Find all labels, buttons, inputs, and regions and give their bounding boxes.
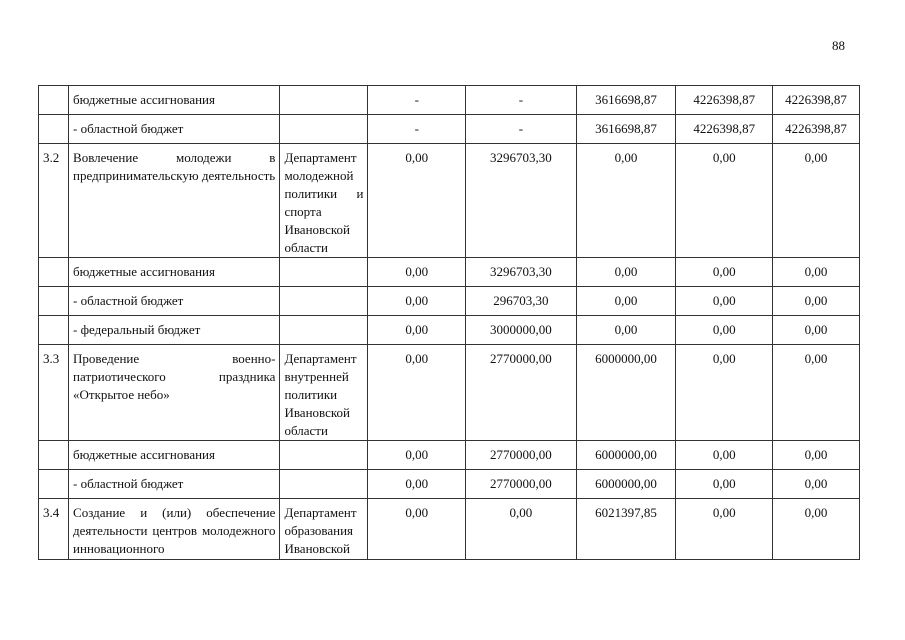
value-col-1: 0,00 bbox=[368, 499, 466, 560]
table-row bbox=[39, 115, 860, 144]
value-col-4: 0,00 bbox=[676, 470, 773, 499]
row-name: Вовлечение молодежи в предпринимательскую деятельность bbox=[69, 144, 280, 258]
value-col-3: 6021397,85 bbox=[576, 499, 676, 560]
value-col-1: 0,00 bbox=[368, 345, 466, 441]
row-name: - федеральный бюджет bbox=[69, 316, 280, 345]
value-col-3: 0,00 bbox=[576, 258, 676, 287]
value-col-1: - bbox=[368, 86, 466, 115]
value-col-2: 3296703,30 bbox=[466, 144, 577, 258]
row-number bbox=[39, 258, 69, 287]
value-col-4: 4226398,87 bbox=[676, 115, 773, 144]
value-col-3: 6000000,00 bbox=[576, 345, 676, 441]
value-col-3: 0,00 bbox=[576, 316, 676, 345]
row-responsible bbox=[280, 441, 368, 470]
value-col-5: 0,00 bbox=[773, 287, 860, 316]
table-row bbox=[39, 345, 860, 441]
row-name: Создание и (или) обеспечение деятельности центров молодежного инновационного bbox=[69, 499, 280, 560]
value-col-1: - bbox=[368, 115, 466, 144]
value-col-3: 0,00 bbox=[576, 144, 676, 258]
value-col-4: 0,00 bbox=[676, 144, 773, 258]
value-col-3: 6000000,00 bbox=[576, 441, 676, 470]
value-col-1: 0,00 bbox=[368, 144, 466, 258]
row-number: 3.3 bbox=[39, 345, 69, 441]
row-number bbox=[39, 316, 69, 345]
value-col-4: 4226398,87 bbox=[676, 86, 773, 115]
row-responsible: Департамент образования Ивановской bbox=[280, 499, 368, 560]
value-col-1: 0,00 bbox=[368, 287, 466, 316]
row-name: Проведение военно-патриотического праздника «Открытое небо» bbox=[69, 345, 280, 441]
row-name: бюджетные ассигнования bbox=[69, 258, 280, 287]
value-col-5: 0,00 bbox=[773, 345, 860, 441]
table-row bbox=[39, 316, 860, 345]
row-name: - областной бюджет bbox=[69, 287, 280, 316]
value-col-2: 2770000,00 bbox=[466, 470, 577, 499]
row-responsible: Департамент внутренней политики Ивановской области bbox=[280, 345, 368, 441]
value-col-4: 0,00 bbox=[676, 441, 773, 470]
value-col-2: 2770000,00 bbox=[466, 345, 577, 441]
value-col-2: 3000000,00 bbox=[466, 316, 577, 345]
value-col-3: 3616698,87 bbox=[576, 86, 676, 115]
value-col-2: - bbox=[466, 86, 577, 115]
value-col-3: 6000000,00 bbox=[576, 470, 676, 499]
value-col-4: 0,00 bbox=[676, 499, 773, 560]
value-col-2: 296703,30 bbox=[466, 287, 577, 316]
value-col-4: 0,00 bbox=[676, 316, 773, 345]
row-responsible bbox=[280, 316, 368, 345]
row-name: - областной бюджет bbox=[69, 115, 280, 144]
value-col-5: 0,00 bbox=[773, 258, 860, 287]
row-number bbox=[39, 287, 69, 316]
row-responsible bbox=[280, 115, 368, 144]
table-row bbox=[39, 258, 860, 287]
row-responsible bbox=[280, 258, 368, 287]
row-responsible: Департамент молодежной политики и спорта Ивановской области bbox=[280, 144, 368, 258]
value-col-4: 0,00 bbox=[676, 258, 773, 287]
value-col-1: 0,00 bbox=[368, 470, 466, 499]
table-row bbox=[39, 470, 860, 499]
table-row bbox=[39, 86, 860, 115]
budget-table bbox=[38, 85, 860, 560]
value-col-1: 0,00 bbox=[368, 316, 466, 345]
row-number bbox=[39, 86, 69, 115]
table-row bbox=[39, 144, 860, 258]
row-number: 3.2 bbox=[39, 144, 69, 258]
row-number bbox=[39, 115, 69, 144]
row-responsible bbox=[280, 470, 368, 499]
row-responsible bbox=[280, 86, 368, 115]
value-col-3: 3616698,87 bbox=[576, 115, 676, 144]
value-col-1: 0,00 bbox=[368, 258, 466, 287]
value-col-5: 0,00 bbox=[773, 499, 860, 560]
value-col-2: 2770000,00 bbox=[466, 441, 577, 470]
row-name: бюджетные ассигнования bbox=[69, 86, 280, 115]
table-row bbox=[39, 287, 860, 316]
value-col-1: 0,00 bbox=[368, 441, 466, 470]
table-row bbox=[39, 441, 860, 470]
value-col-5: 0,00 bbox=[773, 470, 860, 499]
value-col-5: 4226398,87 bbox=[773, 86, 860, 115]
table-row bbox=[39, 499, 860, 560]
page-number: 88 bbox=[832, 38, 845, 53]
value-col-2: - bbox=[466, 115, 577, 144]
value-col-5: 0,00 bbox=[773, 316, 860, 345]
value-col-5: 0,00 bbox=[773, 441, 860, 470]
row-name: бюджетные ассигнования bbox=[69, 441, 280, 470]
row-responsible bbox=[280, 287, 368, 316]
value-col-2: 0,00 bbox=[466, 499, 577, 560]
value-col-4: 0,00 bbox=[676, 287, 773, 316]
value-col-2: 3296703,30 bbox=[466, 258, 577, 287]
row-number bbox=[39, 441, 69, 470]
value-col-5: 0,00 bbox=[773, 144, 860, 258]
value-col-4: 0,00 bbox=[676, 345, 773, 441]
value-col-3: 0,00 bbox=[576, 287, 676, 316]
row-number bbox=[39, 470, 69, 499]
row-name: - областной бюджет bbox=[69, 470, 280, 499]
row-number: 3.4 bbox=[39, 499, 69, 560]
value-col-5: 4226398,87 bbox=[773, 115, 860, 144]
